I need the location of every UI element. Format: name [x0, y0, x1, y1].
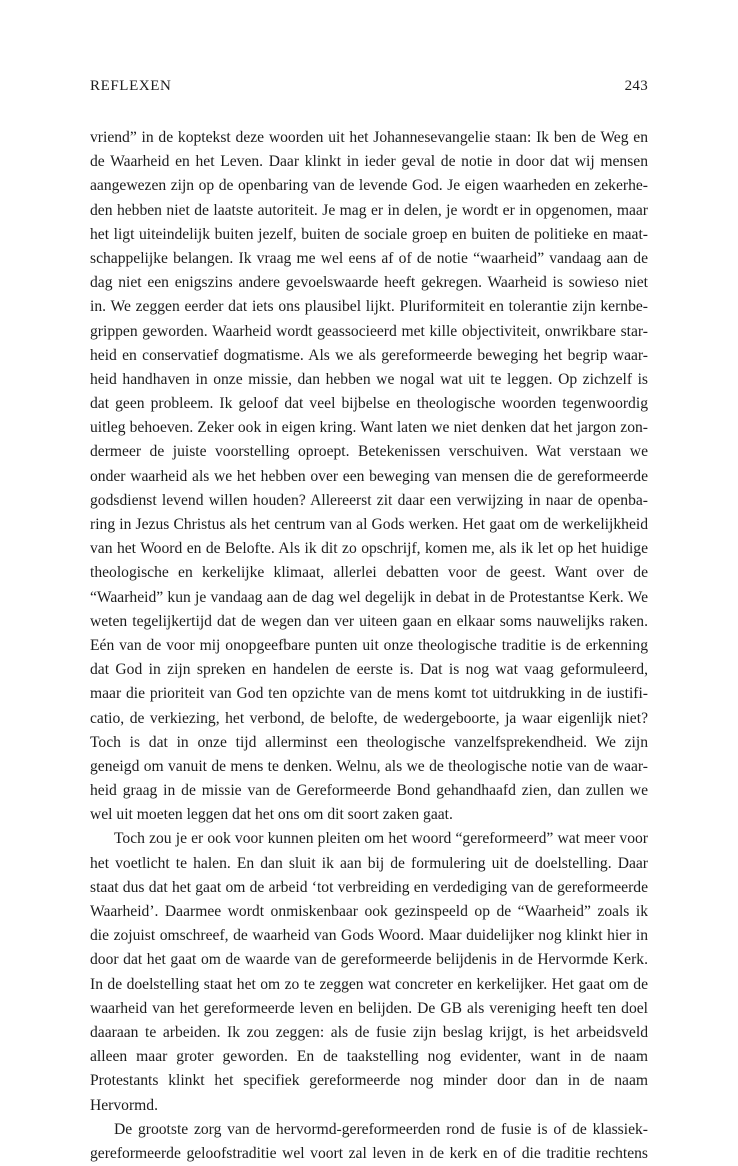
text-line: weten tegelijkertijd dat de wegen dan ver uiteen gaan en elkaar soms nauwelijks raken.: [90, 612, 648, 630]
text-line: grippen geworden. Waarheid wordt geassocieerd met kille objectiviteit, onwrikbare star-: [90, 322, 648, 340]
text-line: uitleg behoeven. Zeker ook in eigen kring. Want laten we niet denken dat het jargon zon-: [90, 419, 648, 437]
text-line: staat dus dat het gaat om de arbeid ‘tot verbreiding en verdediging van de gereformeerde: [90, 878, 648, 896]
text-line: heid graag in de missie van de Gereformeerde Bond gehandhaafd zien, dan zullen we: [90, 782, 648, 800]
text-line: vriend” in de koptekst deze woorden uit het Johannesevangelie staan: Ik ben de Weg en: [90, 129, 648, 146]
text-line: gereformeerde geloofstraditie wel voort zal leven in de kerk en of die traditie rechtens: [90, 1144, 648, 1162]
text-line: van het Woord en de Belofte. Als ik dit zo opschrijf, komen me, als ik let op het huidige: [90, 540, 648, 558]
text-line: geneigd om vanuit de mens te denken. Welnu, als we de theologische notie van de waar-: [90, 757, 648, 775]
running-header: [90, 78, 648, 100]
text-line: de Waarheid en het Leven. Daar klinkt in ieder geval de notie in door dat wij mensen: [90, 153, 648, 171]
text-line: In de doelstelling staat het om zo te zeggen wat concreter en kerkelijker. Het gaat om de: [90, 975, 648, 993]
text-line: godsdienst levend willen houden? Allereerst zit daar een verwijzing in naar de openba-: [90, 491, 648, 509]
text-line: dat geen probleem. Ik geloof dat veel bijbelse en theologische woorden tegenwoordig: [90, 395, 648, 413]
body-text: [90, 126, 648, 1166]
text-line: onder waarheid als we het hebben over een beweging van mensen die de gereformeerde: [90, 467, 648, 485]
text-line: waarheid van het gereformeerde leven en belijden. De GB als vereniging heeft ten doel: [90, 999, 648, 1017]
text-line: De grootste zorg van de hervormd-gereformeerden rond de fusie is of de klassiek-: [114, 1120, 648, 1138]
text-line: schappelijke belangen. Ik vraag me wel eens af of de notie “waarheid” vandaag aan de: [90, 249, 648, 267]
page-number: 243: [624, 78, 648, 94]
running-title: REFLEXEN: [90, 78, 172, 94]
text-line: die zojuist omschreef, de waarheid van Gods Woord. Maar duidelijker nog klinkt hier in: [90, 927, 648, 945]
text-line: in. We zeggen eerder dat iets ons plausibel lijkt. Pluriformiteit en tolerantie zijn kernbe-: [90, 298, 648, 316]
text-line: theologische en kerkelijke klimaat, allerlei debatten voor de geest. Want over de: [90, 564, 648, 582]
text-line: alleen maar groter geworden. En de taakstelling nog evidenter, want in de naam: [90, 1048, 648, 1066]
text-line: dat God in zijn spreken en handelen de eerste is. Dat is nog wat vaag geformuleerd,: [90, 661, 648, 679]
text-line: wel uit moeten leggen dat het ons om dit soort zaken gaat.: [90, 806, 453, 824]
text-line: dag niet een enigszins andere gevoelswaarde heeft gekregen. Waarheid is sowieso niet: [90, 274, 648, 292]
text-line: Toch zou je er ook voor kunnen pleiten om het woord “gereformeerd” wat meer voor: [114, 830, 648, 848]
text-line: aangewezen zijn op de openbaring van de levende God. Je eigen waarheden en zekerhe-: [90, 177, 648, 195]
text-line: Waarheid’. Daarmee wordt onmiskenbaar ook gezinspeeld op de “Waarheid” zoals ik: [90, 903, 648, 920]
text-line: den hebben niet de laatste autoriteit. Je mag er in delen, je wordt er in opgenomen, maar: [90, 201, 648, 219]
text-line: daaraan te arbeiden. Ik zou zeggen: als de fusie zijn beslag krijgt, is het arbeidsveld: [90, 1023, 648, 1041]
text-line: “Waarheid” kun je vandaag aan de dag wel degelijk in debat in de Protestantse Kerk. We: [90, 588, 648, 606]
text-line: Protestants klinkt het specifiek gereformeerde nog minder door dan in de naam: [90, 1072, 648, 1090]
text-line: het voetlicht te halen. En dan sluit ik aan bij de formulering uit de doelstelling. Daar: [90, 854, 648, 872]
text-line: Hervormd.: [90, 1096, 158, 1114]
text-line: ring in Jezus Christus als het centrum van al Gods werken. Het gaat om de werkelijkheid: [90, 516, 648, 533]
text-line: heid en conservatief dogmatisme. Als we als gereformeerde beweging het begrip waar-: [90, 346, 648, 364]
text-line: Eén van de voor mij onopgeefbare punten uit onze theologische traditie is de erkenning: [90, 636, 648, 654]
text-line: Toch is dat in onze tijd allerminst een theologische vanzelfsprekendheid. We zijn: [90, 733, 648, 751]
text-line: catio, de verkiezing, het verbond, de belofte, de wedergeboorte, ja waar eigenlijk niet?: [90, 709, 648, 727]
text-line: heid handhaven in onze missie, dan hebben we nogal wat uit te leggen. Op zichzelf is: [90, 370, 648, 388]
text-line: dermeer de juiste voorstelling oproept. Betekenissen verschuiven. Wat verstaan we: [90, 443, 648, 461]
text-line: maar die prioriteit van God ten opzichte van de mens komt tot uitdrukking in de iustifi-: [90, 685, 648, 703]
text-line: door dat het gaat om de waarde van de gereformeerde belijdenis in de Hervormde Kerk.: [90, 951, 648, 969]
book-page: [90, 78, 648, 1166]
text-line: het ligt uiteindelijk buiten jezelf, buiten de sociale groep en buiten de politieke en maat-: [90, 225, 648, 243]
